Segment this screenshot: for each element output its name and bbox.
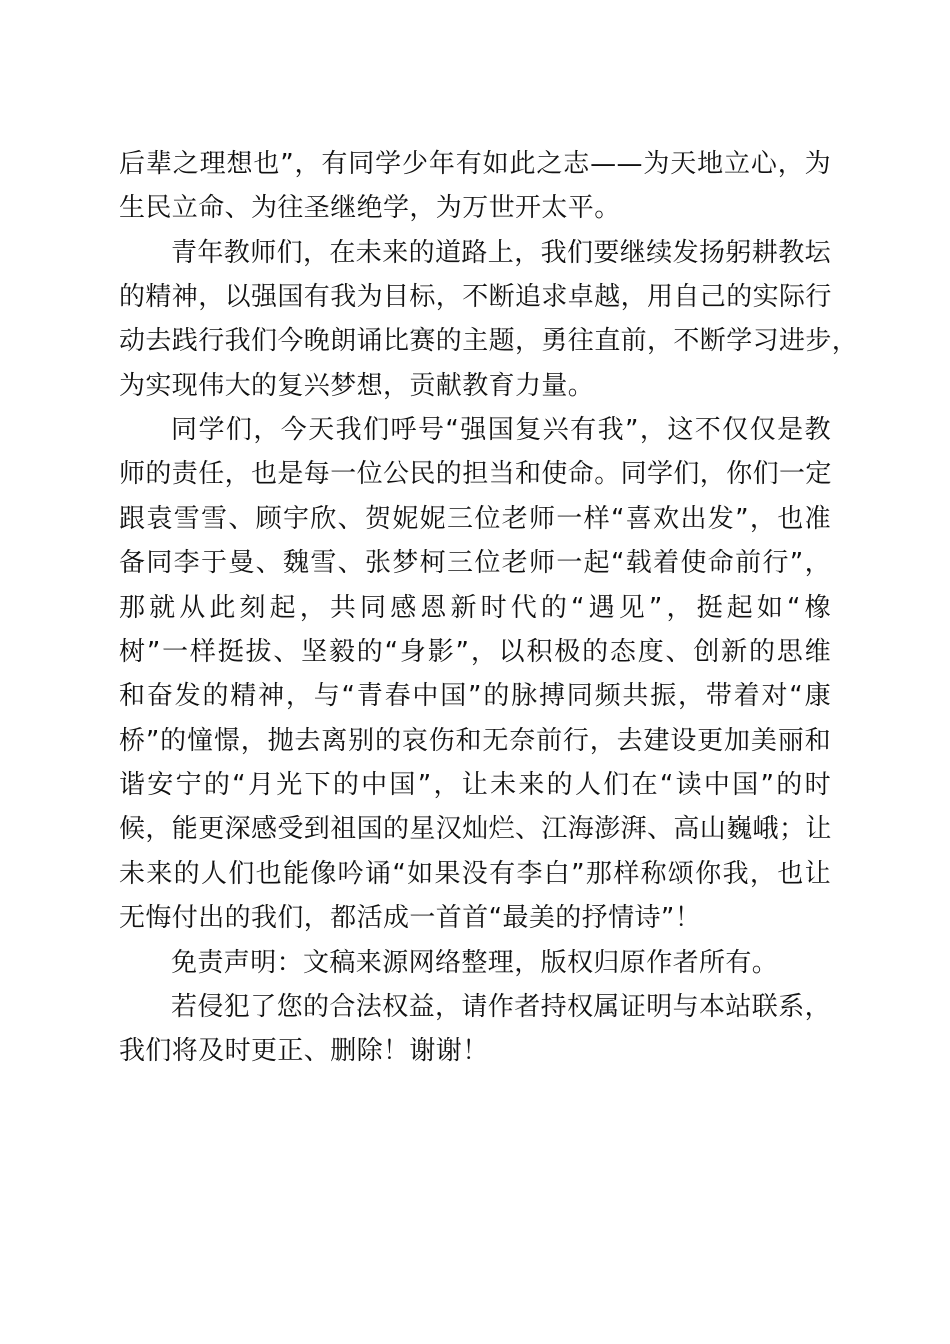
paragraph-line: 无悔付出的我们，都活成一首首“最美的抒情诗”！ bbox=[119, 903, 702, 933]
paragraph-line: 生民立命、为往圣继绝学，为万世开太平。 bbox=[119, 193, 621, 223]
disclaimer-line: 若侵犯了您的合法权益，请作者持权属证明与本站联系， bbox=[171, 992, 832, 1022]
paragraph-line: 的精神，以强国有我为目标，不断追求卓越，用自己的实际行 bbox=[119, 282, 832, 312]
paragraph-line: 跟袁雪雪、顾宇欣、贺妮妮三位老师一样“喜欢出发”，也准 bbox=[119, 504, 831, 534]
disclaimer-line: 免责声明：文稿来源网络整理，版权归原作者所有。 bbox=[171, 948, 779, 978]
paragraph-line: 谐安宁的“月光下的中国”，让未来的人们在“读中国”的时 bbox=[119, 770, 831, 800]
disclaimer-line: 我们将及时更正、删除！谢谢！ bbox=[119, 1036, 489, 1066]
paragraph-line: 候，能更深感受到祖国的星汉灿烂、江海澎湃、高山巍峨；让 bbox=[119, 814, 832, 844]
paragraph-line: 为实现伟大的复兴梦想，贡献教育力量。 bbox=[119, 371, 595, 401]
paragraph-line: 后辈之理想也”，有同学少年有如此之志——为天地立心，为 bbox=[119, 149, 831, 179]
paragraph-line: 树”一样挺拔、坚毅的“身影”，以积极的态度、创新的思维 bbox=[119, 637, 831, 667]
paragraph-line: 那就从此刻起，共同感恩新时代的“遇见”，挺起如“橡 bbox=[119, 593, 831, 623]
paragraph-line: 和奋发的精神，与“青春中国”的脉搏同频共振，带着对“康 bbox=[119, 681, 831, 711]
paragraph-line: 动去践行我们今晚朗诵比赛的主题，勇往直前，不断学习进步， bbox=[119, 326, 859, 356]
paragraph-line: 备同李于曼、魏雪、张梦柯三位老师一起“载着使命前行”， bbox=[119, 548, 831, 578]
paragraph-line: 师的责任，也是每一位公民的担当和使命。同学们，你们一定 bbox=[119, 459, 832, 489]
paragraph-line: 未来的人们也能像吟诵“如果没有李白”那样称颂你我，也让 bbox=[119, 859, 831, 889]
paragraph-line: 同学们，今天我们呼号“强国复兴有我”，这不仅仅是教 bbox=[171, 415, 831, 445]
paragraph-line: 桥”的憧憬，抛去离别的哀伤和无奈前行，去建设更加美丽和 bbox=[119, 726, 831, 756]
paragraph-line: 青年教师们，在未来的道路上，我们要继续发扬躬耕教坛 bbox=[171, 238, 832, 268]
